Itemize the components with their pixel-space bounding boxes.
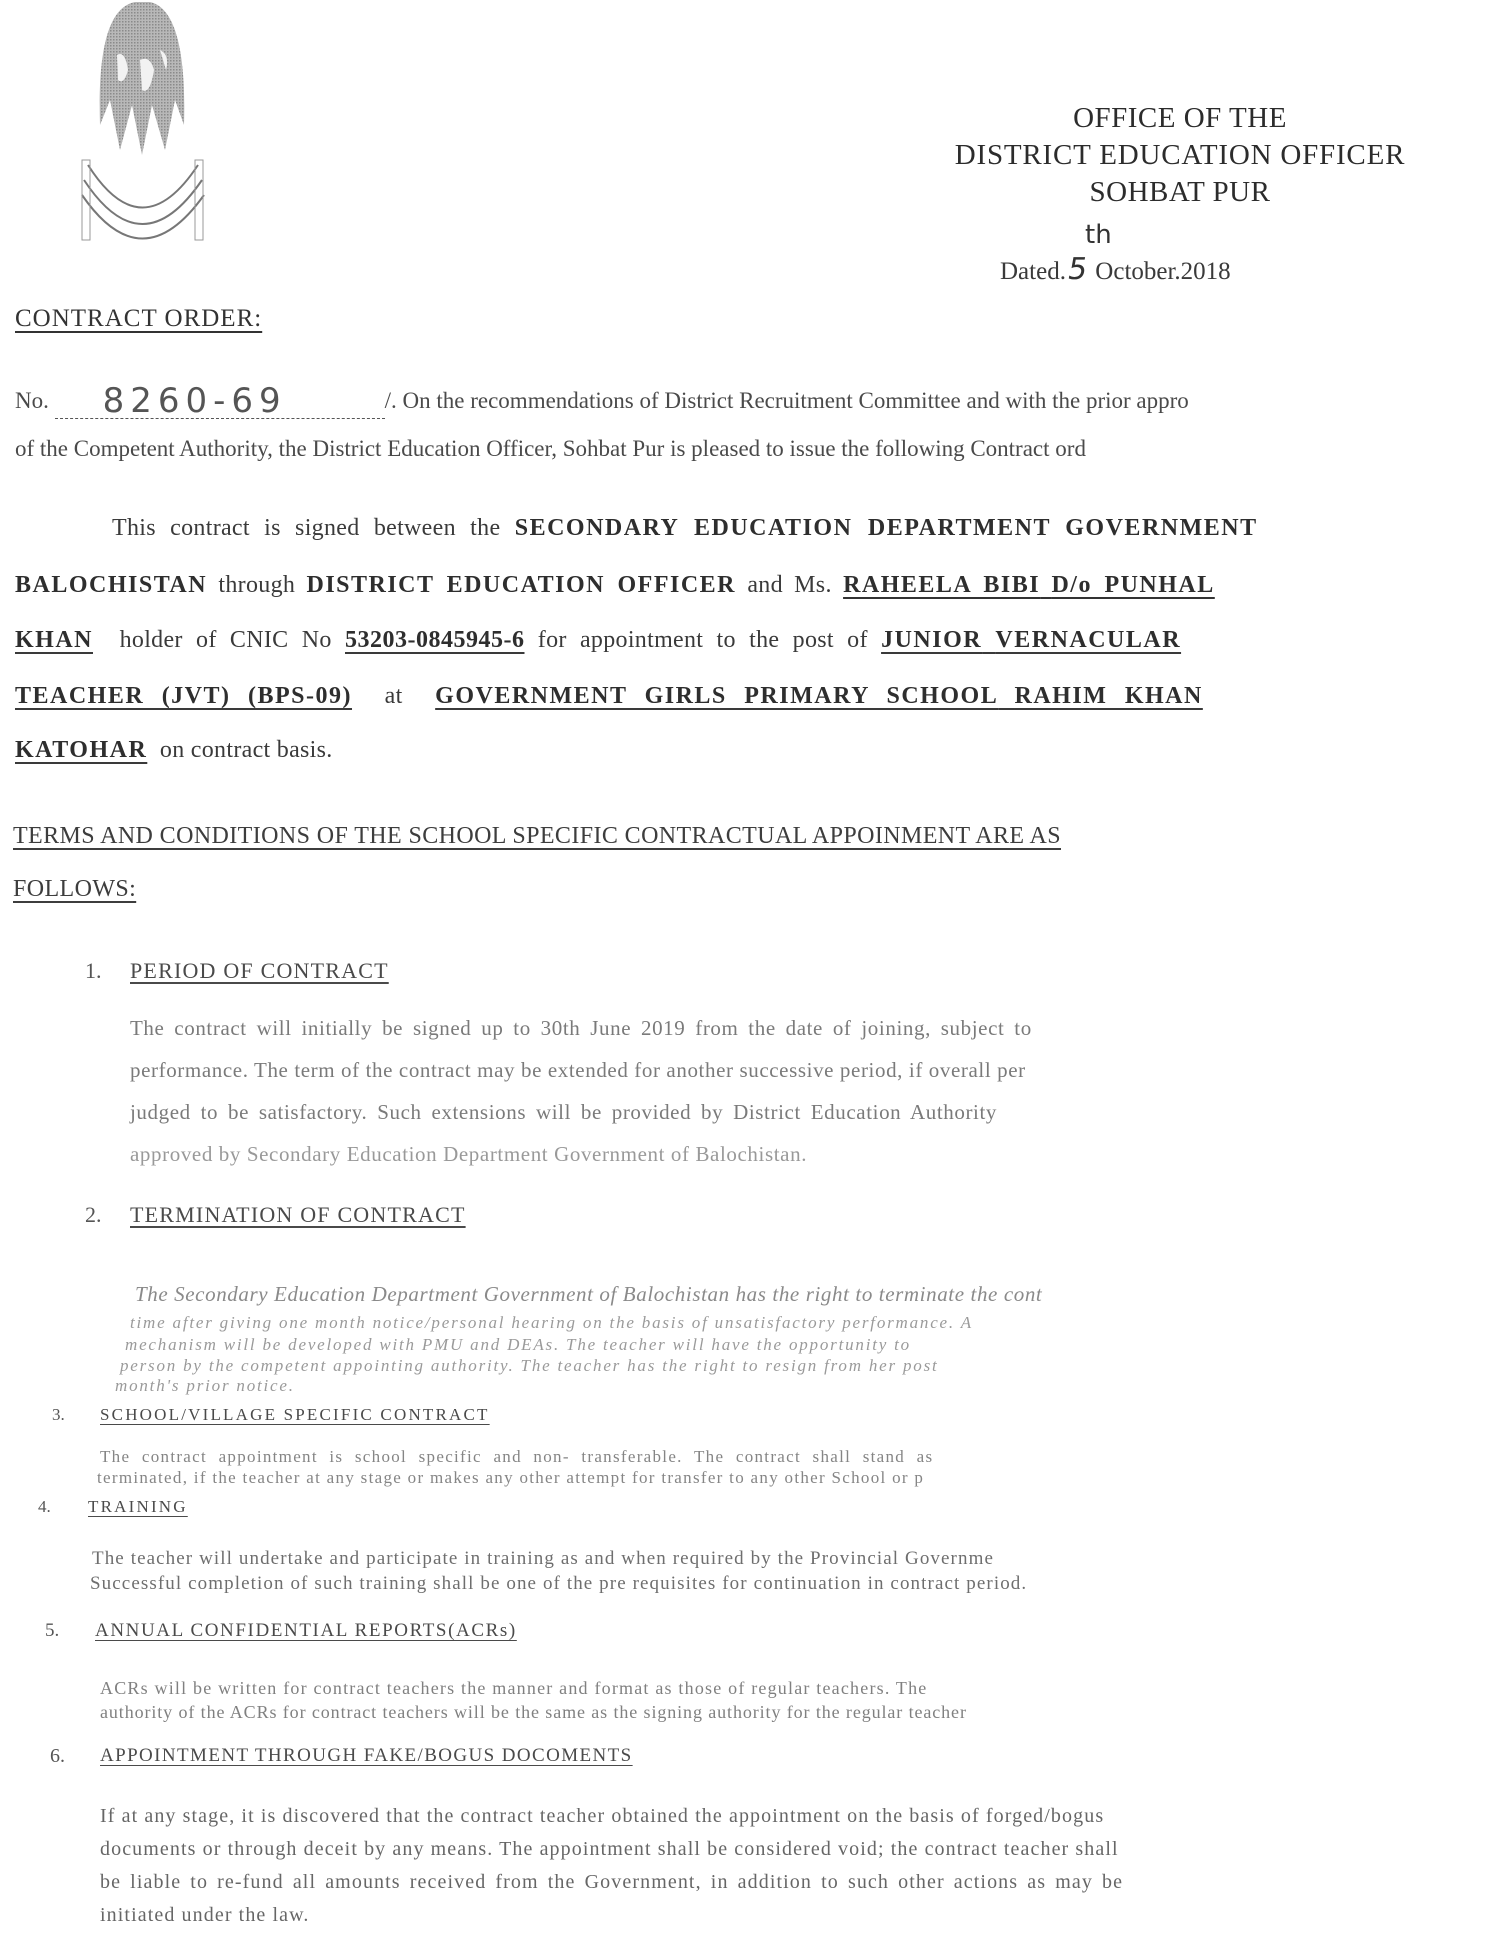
teacher-name: RAHEELA BIBI — [843, 572, 1041, 598]
government-emblem-icon — [80, 0, 205, 260]
section-6-number: 6. — [50, 1745, 65, 1767]
section-4-line-2: Successful completion of such training shall be one of the pre requisites for continuation in contract period. — [90, 1573, 1028, 1594]
section-1-title: PERIOD OF CONTRACT — [130, 958, 389, 983]
party-province: BALOCHISTAN — [15, 572, 208, 598]
order-line1-text: /. On the recommendations of District Recruitment Committee and with the prior appro — [384, 388, 1189, 413]
contract-intro-text: This contract is signed between the — [112, 515, 501, 541]
section-1-line-3: judged to be satisfactory. Such extensions will be provided by District Education Authority — [130, 1100, 998, 1124]
and-ms-text: and Ms. — [747, 572, 832, 598]
order-number-line — [15, 380, 1189, 421]
office-line-3: SOHBAT PUR — [1089, 176, 1271, 208]
post-grade: TEACHER (JVT) (BPS-09) — [15, 683, 353, 709]
order-line-2: of the Competent Authority, the District Education Officer, Sohbat Pur is pleased to issue the following Contract ord — [15, 436, 1086, 461]
section-2-number: 2. — [85, 1202, 102, 1227]
at-text: at — [384, 683, 403, 709]
section-5-line-1: ACRs will be written for contract teachers the manner and format as those of regular teachers. The — [100, 1678, 928, 1698]
post-label: for appointment to the post of — [537, 627, 868, 653]
section-2-line-3: mechanism will be developed with PMU and DEAs. The teacher will have the opportunity to — [125, 1335, 911, 1354]
section-3-title: SCHOOL/VILLAGE SPECIFIC CONTRACT — [100, 1405, 490, 1424]
section-6-line-2: documents or through deceit by any means. The appointment shall be considered void; the contract teacher shall — [100, 1838, 1119, 1860]
contract-line-1 — [112, 515, 1258, 542]
section-1-line-1: The contract will initially be signed up to 30th June 2019 from the date of joining, subject to — [130, 1016, 1032, 1040]
dated-label: Dated. — [1000, 258, 1066, 285]
cnic-label: holder of CNIC No — [119, 627, 332, 653]
party-officer: DISTRICT EDUCATION OFFICER — [306, 572, 736, 598]
contract-line-2 — [15, 572, 1215, 599]
post-title: JUNIOR — [881, 627, 983, 653]
section-2-title: TERMINATION OF CONTRACT — [130, 1202, 466, 1227]
school-location: KATOHAR — [15, 737, 148, 763]
section-3-number: 3. — [52, 1405, 65, 1424]
office-header — [880, 100, 1480, 211]
section-4-number: 4. — [38, 1497, 51, 1516]
section-1-line-2: performance. The term of the contract may be extended for another successive period, if overall per — [130, 1058, 1026, 1082]
school-name: GOVERNMENT GIRLS PRIMARY SCHOOL — [435, 683, 999, 709]
date-line — [1000, 220, 1231, 287]
section-6-line-4: initiated under the law. — [100, 1904, 310, 1926]
through-text: through — [218, 572, 296, 598]
office-line-1: OFFICE OF THE — [1073, 102, 1287, 134]
cnic-number: 53203-0845945-6 — [345, 627, 525, 653]
office-line-2: DISTRICT EDUCATION OFFICER — [954, 139, 1406, 171]
section-3-line-1: The contract appointment is school specific and non- transferable. The contract shall stand as — [100, 1447, 934, 1466]
contract-line-5 — [15, 737, 333, 764]
handwritten-date-annotation: th — [1085, 220, 1112, 250]
section-2-line-5: month's prior notice. — [115, 1376, 295, 1395]
section-6-title: APPOINTMENT THROUGH FAKE/BOGUS DOCOMENTS — [100, 1745, 633, 1766]
section-3-line-2: terminated, if the teacher at any stage or makes any other attempt for transfer to any other School or p — [97, 1468, 925, 1487]
contract-basis-text: on contract basis. — [159, 737, 333, 763]
section-4-title: TRAINING — [88, 1497, 188, 1516]
section-5-number: 5. — [45, 1620, 60, 1641]
terms-heading-line-1: TERMS AND CONDITIONS OF THE SCHOOL SPECIFIC CONTRACTUAL APPOINMENT ARE AS — [13, 823, 1061, 849]
terms-heading-line-2: FOLLOWS: — [13, 876, 137, 902]
teacher-father-name: D/o PUNHAL — [1051, 572, 1215, 598]
section-2-line-4: person by the competent appointing authority. The teacher has the right to resign from her post — [120, 1356, 939, 1375]
school-name-faded: RAHIM KHAN — [1014, 683, 1203, 709]
order-no-label: No. — [15, 388, 49, 413]
section-5-line-2: authority of the ACRs for contract teachers will be the same as the signing authority for the regular teacher — [100, 1702, 967, 1722]
handwritten-day: 5 — [1064, 252, 1091, 287]
section-2-line-1: The Secondary Education Department Government of Balochistan has the right to terminate the cont — [135, 1282, 1043, 1306]
teacher-name-end: KHAN — [15, 627, 93, 653]
section-4-line-1: The teacher will undertake and participate in training as and when required by the Provincial Governme — [92, 1548, 994, 1569]
section-1-line-4: approved by Secondary Education Department Government of Balochistan. — [130, 1142, 808, 1166]
contract-line-3 — [15, 627, 1181, 654]
contract-order-heading: CONTRACT ORDER: — [15, 305, 263, 332]
section-1-number: 1. — [85, 958, 102, 983]
section-2-line-2: time after giving one month notice/personal hearing on the basis of unsatisfactory performance. A — [130, 1313, 973, 1332]
party-government: GOVERNMENT — [1065, 515, 1258, 541]
section-5-title: ANNUAL CONFIDENTIAL REPORTS(ACRs) — [95, 1620, 517, 1641]
post-title-faded: VERNACULAR — [995, 627, 1182, 653]
party-department: SECONDARY EDUCATION DEPARTMENT — [514, 515, 1051, 541]
section-6-line-1: If at any stage, it is discovered that the contract teacher obtained the appointment on the basis of forged/bogus — [100, 1805, 1105, 1827]
section-6-line-3: be liable to re-fund all amounts received from the Government, in addition to such other actions as may be — [100, 1871, 1124, 1893]
contract-line-4 — [15, 683, 1203, 710]
dated-month-year: October.2018 — [1095, 258, 1231, 285]
order-number-handwritten: 8260-69 — [55, 384, 385, 419]
